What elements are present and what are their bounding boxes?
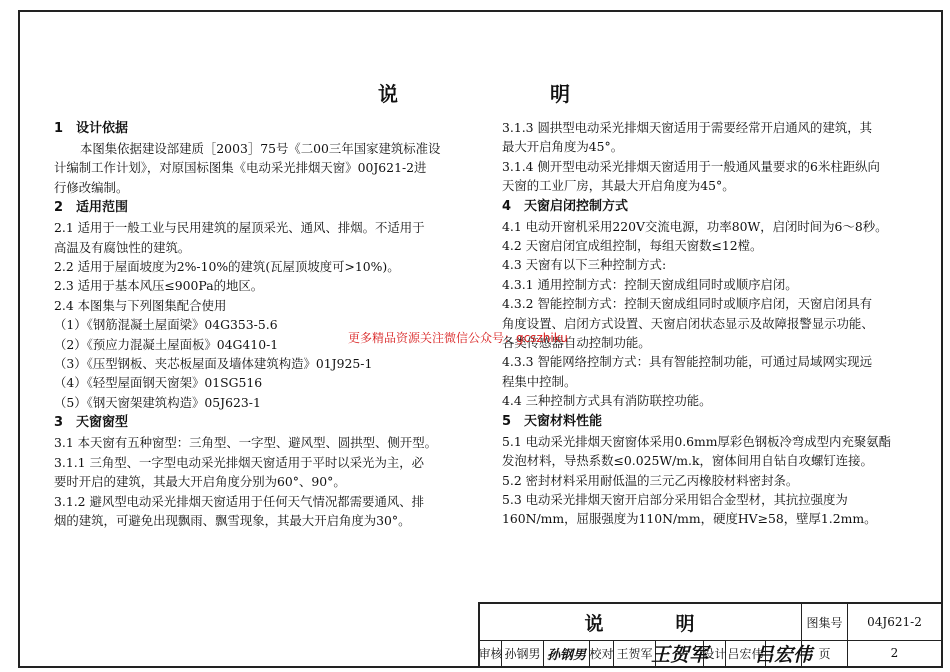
title-block-bottom-row (480, 640, 941, 666)
paragraph: 3.1 本天窗有五种窗型：三角型、一字型、避风型、圆拱型、侧开型。 (54, 435, 437, 451)
paragraph: 4.1 电动开窗机采用220V交流电源，功率80W，启闭时间为6～8秒。 (502, 218, 888, 234)
reviewer-signature: 孙钢男 (544, 640, 590, 666)
right-column (502, 118, 914, 529)
paragraph: 3.1.4 侧开型电动采光排烟天窗适用于一般通风量要求的6米柱距纵向 (502, 158, 880, 174)
paragraph: 2.2 适用于屋面坡度为2%-10%的建筑(瓦屋顶坡度可>10%)。 (54, 259, 400, 275)
atlas-number-label: 图集号 (802, 604, 848, 640)
paragraph: 天窗的工业厂房，其最大开启角度为45°。 (502, 178, 735, 194)
check-label: 校对 (590, 640, 614, 666)
review-label: 审核 (480, 640, 502, 666)
paragraph: 4.2 天窗启闭宜成组控制，每组天窗数≤12樘。 (502, 238, 763, 254)
paragraph: 计编制工作计划》，对原国标图集《电动采光排烟天窗》00J621-2进 (54, 160, 427, 176)
paragraph: 2.4 本图集与下列图集配合使用 (54, 297, 227, 313)
paragraph: 程集中控制。 (502, 373, 577, 389)
paragraph: 4.3.3 智能网络控制方式：具有智能控制功能，可通过局域网实现远 (502, 354, 873, 370)
paragraph: 发泡材料，导热系数≤0.025W/m.k，窗体间用自钻自攻螺钉连接。 (502, 453, 873, 469)
paragraph: 160N/mm，屈服强度为110N/mm，硬度HV≥58，壁厚1.2mm。 (502, 511, 877, 527)
section-5-heading: 5 天窗材料性能 (502, 413, 603, 429)
paragraph: 5.3 电动采光排烟天窗开启部分采用铝合金型材，其抗拉强度为 (502, 491, 848, 507)
paragraph: 本图集依据建设部建质［2003］75号《二00三年国家建筑标准设 (80, 141, 441, 156)
paragraph: 行修改编制。 (54, 179, 129, 195)
design-label: 设计 (704, 640, 726, 666)
left-column (54, 118, 472, 530)
reference-item: （5）《钢天窗架建筑构造》05J623-1 (54, 394, 261, 410)
paragraph: 4.3.1 通用控制方式：控制天窗成组同时或顺序启闭。 (502, 276, 798, 292)
reference-item: （2）《预应力混凝土屋面板》04G410-1 (54, 336, 279, 352)
paragraph: 4.3.2 智能控制方式：控制天窗成组同时或顺序启闭，天窗启闭具有 (502, 296, 873, 312)
page-title (0, 78, 950, 107)
paragraph: 3.1.2 避风型电动采光排烟天窗适用于任何天气情况都需要通风、排 (54, 493, 425, 509)
paragraph: 最大开启角度为45°。 (502, 139, 624, 155)
paragraph: 5.2 密封材料采用耐低温的三元乙丙橡胶材料密封条。 (502, 472, 799, 488)
title-block-title: 说 明 (480, 604, 802, 640)
checker-signature: 王贺军 (656, 640, 704, 666)
title-char-2: 明 (550, 82, 572, 106)
paragraph: 3.1.1 三角型、一字型电动采光排烟天窗适用于平时以采光为主，必 (54, 454, 425, 470)
section-2-heading: 2 适用范围 (54, 200, 129, 216)
page-label: 页 (802, 640, 848, 666)
paragraph: 要时开启的建筑，其最大开启角度分别为60°、90°。 (54, 474, 346, 490)
reference-item: （3）《压型钢板、夹芯板屋面及墙体建筑构造》01J925-1 (54, 356, 373, 372)
title-block-top-row (480, 604, 941, 641)
section-3-heading: 3 天窗窗型 (54, 415, 129, 431)
paragraph: 角度设置、启闭方式设置、天窗启闭状态显示及故障报警显示功能、 (502, 315, 874, 331)
paragraph: 4.3 天窗有以下三种控制方式: (502, 257, 667, 273)
watermark-text: 更多精品资源关注微信公众号：gcszhiku (348, 331, 568, 345)
paragraph: 烟的建筑，可避免出现飘雨、飘雪现象，其最大开启角度为30°。 (54, 512, 411, 528)
paragraph: 4.4 三种控制方式具有消防联控功能。 (502, 393, 712, 409)
paragraph: 5.1 电动采光排烟天窗窗体采用0.6mm厚彩色钢板冷弯成型内充聚氨酯 (502, 433, 892, 449)
page-number: 2 (890, 646, 899, 660)
paragraph: 2.3 适用于基本风压≤900Pa的地区。 (54, 278, 264, 294)
title-char-1: 说 (378, 82, 400, 106)
designer-name: 吕宏伟 (726, 640, 766, 666)
title-block (478, 602, 943, 668)
paragraph: 3.1.3 圆拱型电动采光排烟天窗适用于需要经常开启通风的建筑，其 (502, 120, 873, 135)
paragraph: 各类传感器自动控制功能。 (502, 335, 651, 351)
paragraph: 2.1 适用于一般工业与民用建筑的屋顶采光、通风、排烟。不适用于 (54, 220, 425, 236)
reviewer-name: 孙钢男 (502, 640, 544, 666)
paragraph: 高温及有腐蚀性的建筑。 (54, 239, 191, 255)
section-1-heading: 1 设计依据 (54, 121, 129, 136)
checker-name: 王贺军 (614, 640, 656, 666)
reference-item: （4）《轻型屋面钢天窗架》01SG516 (54, 375, 263, 391)
section-4-heading: 4 天窗启闭控制方式 (502, 198, 629, 214)
reference-item: （1）《钢筋混凝土屋面梁》04G353-5.6 (54, 317, 278, 333)
designer-signature: 吕宏伟 (766, 640, 802, 666)
atlas-number: 04J621-2 (867, 615, 922, 629)
